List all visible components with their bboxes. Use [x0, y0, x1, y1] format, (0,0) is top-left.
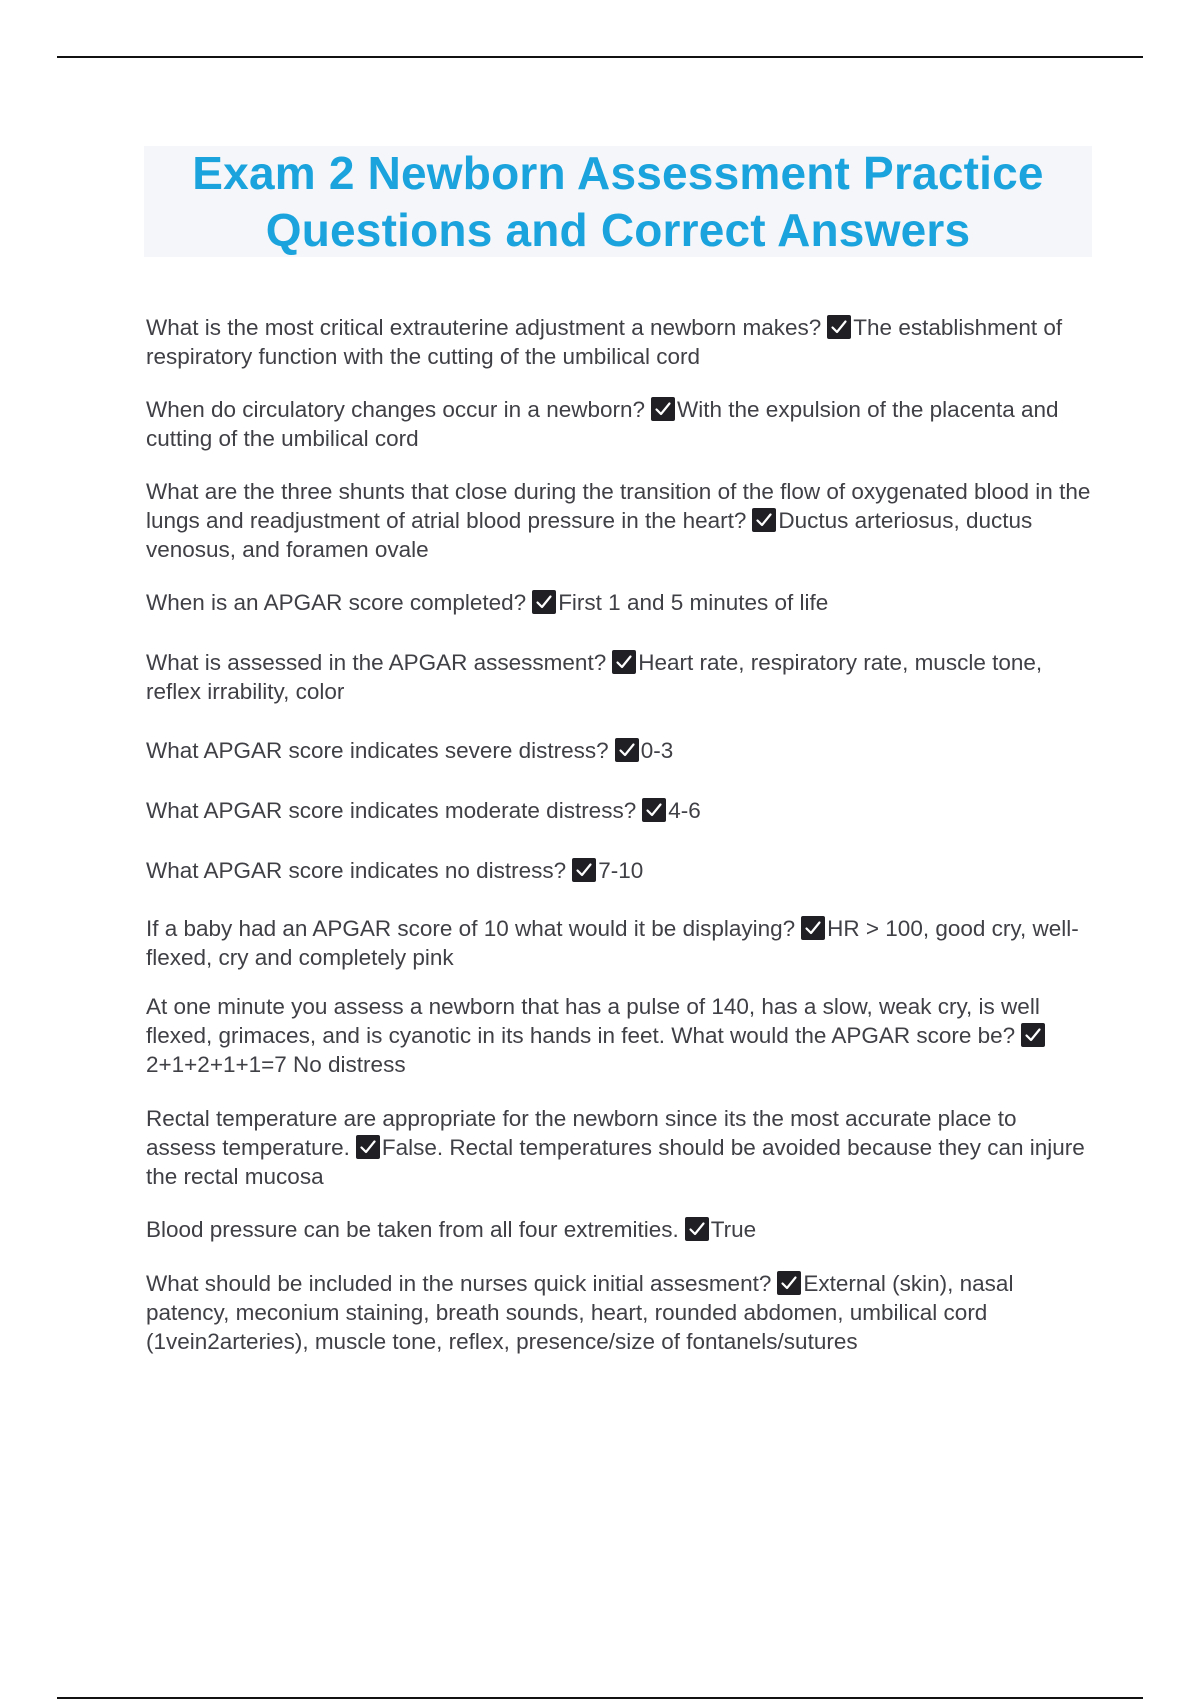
question-text: What are the three shunts that close during the transition of the flow of oxygenated blood in the lungs and readjustment of atrial blood pressure in the heart? [146, 479, 1091, 533]
question-text: What should be included in the nurses quick initial assesment? [146, 1271, 772, 1296]
checkmark-box-icon [777, 1271, 801, 1295]
question-text: When is an APGAR score completed? [146, 590, 527, 615]
qa-item-2 [146, 395, 1092, 453]
question-text: When do circulatory changes occur in a newborn? [146, 397, 646, 422]
answer-text: Heart rate, respiratory rate, muscle tone, reflex irrability, color [146, 650, 1043, 704]
checkmark-box-icon [651, 397, 675, 421]
question-text: Blood pressure can be taken from all four extremities. [146, 1217, 679, 1242]
question-text: What APGAR score indicates moderate distress? [146, 798, 637, 823]
qa-item-9 [146, 914, 1092, 972]
checkmark-box-icon [801, 916, 825, 940]
qa-item-5 [146, 648, 1092, 706]
qa-item-10 [146, 992, 1092, 1079]
answer-text: 2+1+2+1+1=7 No distress [146, 1052, 406, 1077]
top-divider [57, 56, 1143, 58]
qa-item-8 [146, 856, 1092, 885]
checkmark-box-icon [532, 590, 556, 614]
qa-item-13 [146, 1269, 1092, 1356]
answer-text: The establishment of respiratory function with the cutting of the umbilical cord [146, 315, 1063, 369]
question-text: What is assessed in the APGAR assessment? [146, 650, 607, 675]
answer-text: HR > 100, good cry, well-flexed, cry and completely pink [146, 916, 1079, 970]
answer-text: Ductus arteriosus, ductus venosus, and foramen ovale [146, 508, 1033, 562]
qa-item-12 [146, 1215, 1092, 1244]
answer-text: 0-3 [640, 738, 674, 763]
checkmark-box-icon [572, 858, 596, 882]
title-banner [144, 146, 1092, 257]
answer-text: 4-6 [668, 798, 701, 823]
question-text: If a baby had an APGAR score of 10 what would it be displaying? [146, 916, 796, 941]
checkmark-box-icon [752, 508, 776, 532]
question-text: What APGAR score indicates severe distress? [146, 738, 609, 763]
checkmark-box-icon [615, 738, 639, 762]
qa-item-3 [146, 477, 1092, 564]
question-text: What APGAR score indicates no distress? [146, 858, 567, 883]
checkmark-box-icon [642, 798, 666, 822]
answer-text: External (skin), nasal patency, meconium staining, breath sounds, heart, rounded abdomen, umbilical cord (1vein2arteries), muscle tone, reflex, presence/size of fontanels/sutures [146, 1271, 1014, 1354]
checkmark-box-icon [685, 1217, 709, 1241]
question-text: What is the most critical extrauterine adjustment a newborn makes? [146, 315, 822, 340]
answer-text: True [710, 1217, 757, 1242]
answer-text: False. Rectal temperatures should be avoided because they can injure the rectal mucosa [146, 1135, 1085, 1189]
qa-item-11 [146, 1104, 1092, 1191]
qa-item-6 [146, 736, 1092, 765]
qa-item-1 [146, 313, 1092, 371]
answer-text: First 1 and 5 minutes of life [558, 590, 829, 615]
question-text: Rectal temperature are appropriate for the newborn since its the most accurate place to assess temperature. [146, 1106, 1017, 1160]
checkmark-box-icon [1021, 1023, 1045, 1047]
qa-item-4 [146, 588, 1092, 617]
checkmark-box-icon [612, 650, 636, 674]
qa-item-7 [146, 796, 1092, 825]
answer-text: With the expulsion of the placenta and cutting of the umbilical cord [146, 397, 1059, 451]
qa-list [146, 313, 1092, 1356]
question-text: At one minute you assess a newborn that has a pulse of 140, has a slow, weak cry, is well flexed, grimaces, and is cyanotic in its hands in feet. What would the APGAR score be? [146, 994, 1040, 1048]
bottom-divider [57, 1697, 1143, 1699]
checkmark-box-icon [827, 315, 851, 339]
answer-text: 7-10 [598, 858, 644, 883]
page-title-line-1: Exam 2 Newborn Assessment Practice [192, 146, 1044, 199]
page-title-line-2: Questions and Correct Answers [265, 203, 971, 256]
checkmark-box-icon [356, 1135, 380, 1159]
